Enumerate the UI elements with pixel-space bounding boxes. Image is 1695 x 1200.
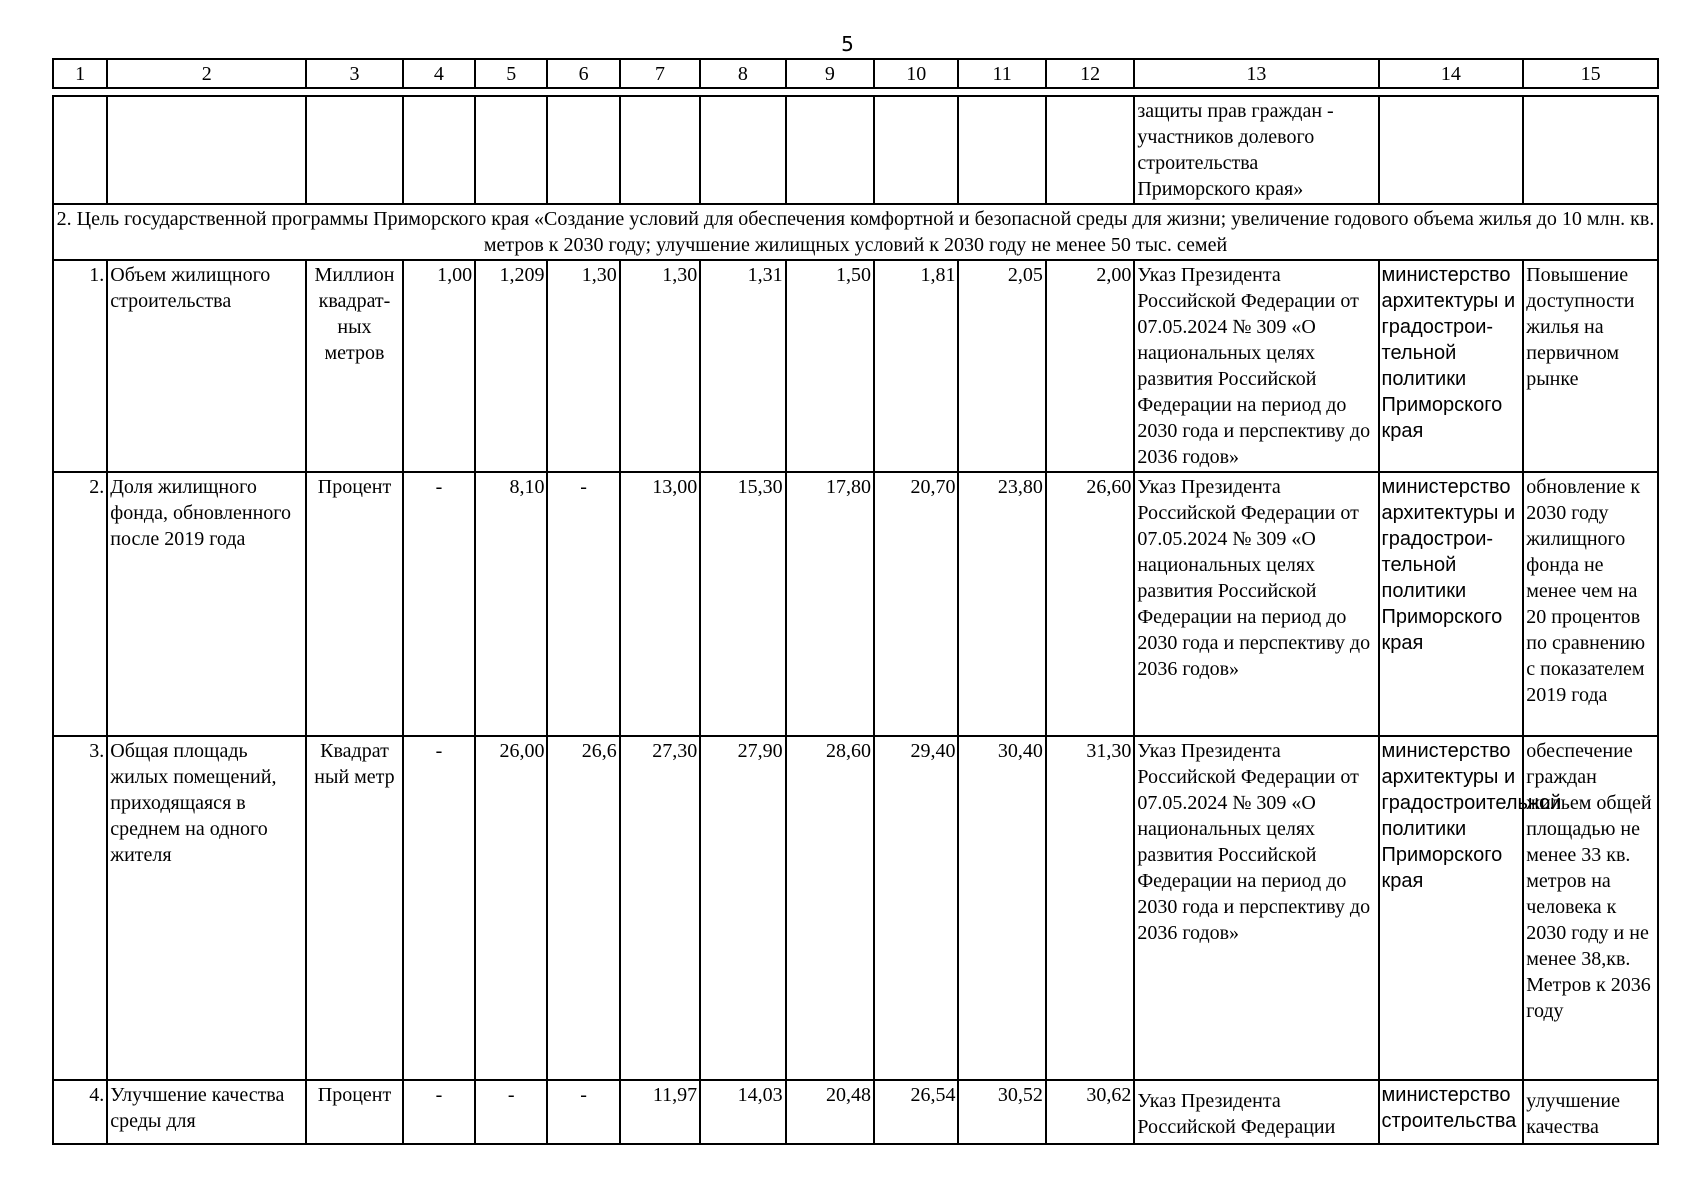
row-number: 1.	[53, 260, 107, 472]
unit: Миллион квадрат-ных метров	[306, 260, 402, 472]
value-cell: 23,80	[958, 472, 1045, 736]
value-cell: 20,70	[874, 472, 958, 736]
continuation-row	[53, 96, 1658, 204]
legal-basis: Указ Президента Российской Федерации от 07.05.2024 № 309 «О национальных целях развития Российской Федерации на период до 2030 года и перспективу до 2036 годов»	[1134, 260, 1378, 472]
value-cell: 20,48	[786, 1080, 874, 1144]
continuation-basis-cell: защиты прав граждан - участников долевого строительства Приморского края»	[1134, 96, 1378, 204]
linked-goal: улучшение качества	[1523, 1080, 1658, 1144]
legal-basis: Указ Президента Российской Федерации	[1134, 1080, 1378, 1144]
value-cell: 1,209	[475, 260, 547, 472]
table-row	[53, 736, 1658, 1080]
table-row	[53, 472, 1658, 736]
value-cell: 1,00	[403, 260, 475, 472]
column-header: 9	[786, 59, 874, 88]
value-cell: 13,00	[620, 472, 700, 736]
row-number: 2.	[53, 472, 107, 736]
row-number: 4.	[53, 1080, 107, 1144]
value-cell: 30,62	[1046, 1080, 1134, 1144]
value-cell: 11,97	[620, 1080, 700, 1144]
table-row	[53, 260, 1658, 472]
header-row	[53, 59, 1658, 88]
value-cell: 28,60	[786, 736, 874, 1080]
value-cell: 1,50	[786, 260, 874, 472]
column-header: 6	[547, 59, 619, 88]
linked-goal: обеспечение граждан жильем общей площадью не менее 33 кв. метров на человека к 2030 году и не менее 38,кв. Метров к 2036 году	[1523, 736, 1658, 1080]
value-cell: 30,40	[958, 736, 1045, 1080]
value-cell: 27,90	[700, 736, 785, 1080]
unit: Процент	[306, 1080, 402, 1144]
column-header: 7	[620, 59, 700, 88]
column-header: 5	[475, 59, 547, 88]
value-cell: 1,81	[874, 260, 958, 472]
value-cell: 1,31	[700, 260, 785, 472]
row-number: 3.	[53, 736, 107, 1080]
page-number: 5	[841, 32, 854, 56]
value-cell: 8,10	[475, 472, 547, 736]
value-cell: 2,05	[958, 260, 1045, 472]
indicator-name: Общая площадь жилых помещений, приходящаяся в среднем на одного жителя	[107, 736, 306, 1080]
value-cell: -	[475, 1080, 547, 1144]
value-cell: -	[403, 472, 475, 736]
responsible-body: министерство архитектуры и градостроительной политики Приморского края	[1379, 736, 1524, 1080]
column-header: 4	[403, 59, 475, 88]
value-cell: 17,80	[786, 472, 874, 736]
value-cell: 1,30	[547, 260, 619, 472]
column-header: 10	[874, 59, 958, 88]
value-cell: -	[403, 736, 475, 1080]
unit: Процент	[306, 472, 402, 736]
unit: Квадрат ный метр	[306, 736, 402, 1080]
column-header: 1	[53, 59, 107, 88]
goal-row	[53, 204, 1658, 260]
column-header: 11	[958, 59, 1045, 88]
value-cell: 31,30	[1046, 736, 1134, 1080]
linked-goal: Повышение доступности жилья на первичном рынке	[1523, 260, 1658, 472]
value-cell: 14,03	[700, 1080, 785, 1144]
column-header: 2	[107, 59, 306, 88]
indicators-table	[52, 58, 1659, 1145]
legal-basis: Указ Президента Российской Федерации от 07.05.2024 № 309 «О национальных целях развития Российской Федерации на период до 2030 года и перспективу до 2036 годов»	[1134, 736, 1378, 1080]
linked-goal: обновление к 2030 году жилищного фонда не менее чем на 20 процентов по сравнению с показателем 2019 года	[1523, 472, 1658, 736]
responsible-body: министерство строительства	[1379, 1080, 1524, 1144]
column-header: 14	[1379, 59, 1524, 88]
value-cell: 29,40	[874, 736, 958, 1080]
program-goal: 2. Цель государственной программы Приморского края «Создание условий для обеспечения комфортной и безопасной среды для жизни; увеличение годового объема жилья до 10 млн. кв. метров к 2030 году; улучшение жилищных условий к 2030 году не менее 50 тыс. семей	[53, 204, 1658, 260]
indicator-name: Объем жилищного строительства	[107, 260, 306, 472]
value-cell: 26,6	[547, 736, 619, 1080]
column-header: 15	[1523, 59, 1658, 88]
indicator-name: Доля жилищного фонда, обновленного после 2019 года	[107, 472, 306, 736]
legal-basis: Указ Президента Российской Федерации от 07.05.2024 № 309 «О национальных целях развития Российской Федерации на период до 2030 года и перспективу до 2036 годов»	[1134, 472, 1378, 736]
value-cell: 26,60	[1046, 472, 1134, 736]
column-header: 8	[700, 59, 785, 88]
column-header: 13	[1134, 59, 1378, 88]
value-cell: 30,52	[958, 1080, 1045, 1144]
column-header: 3	[306, 59, 402, 88]
column-header: 12	[1046, 59, 1134, 88]
value-cell: 2,00	[1046, 260, 1134, 472]
value-cell: 15,30	[700, 472, 785, 736]
responsible-body: министерство архитектуры и градострои-тельной политики Приморского края	[1379, 260, 1524, 472]
table-row	[53, 1080, 1658, 1144]
responsible-body: министерство архитектуры и градострои-тельной политики Приморского края	[1379, 472, 1524, 736]
value-cell: -	[547, 1080, 619, 1144]
value-cell: -	[403, 1080, 475, 1144]
value-cell: 26,54	[874, 1080, 958, 1144]
value-cell: 1,30	[620, 260, 700, 472]
indicator-name: Улучшение качества среды для	[107, 1080, 306, 1144]
value-cell: 27,30	[620, 736, 700, 1080]
value-cell: -	[547, 472, 619, 736]
value-cell: 26,00	[475, 736, 547, 1080]
